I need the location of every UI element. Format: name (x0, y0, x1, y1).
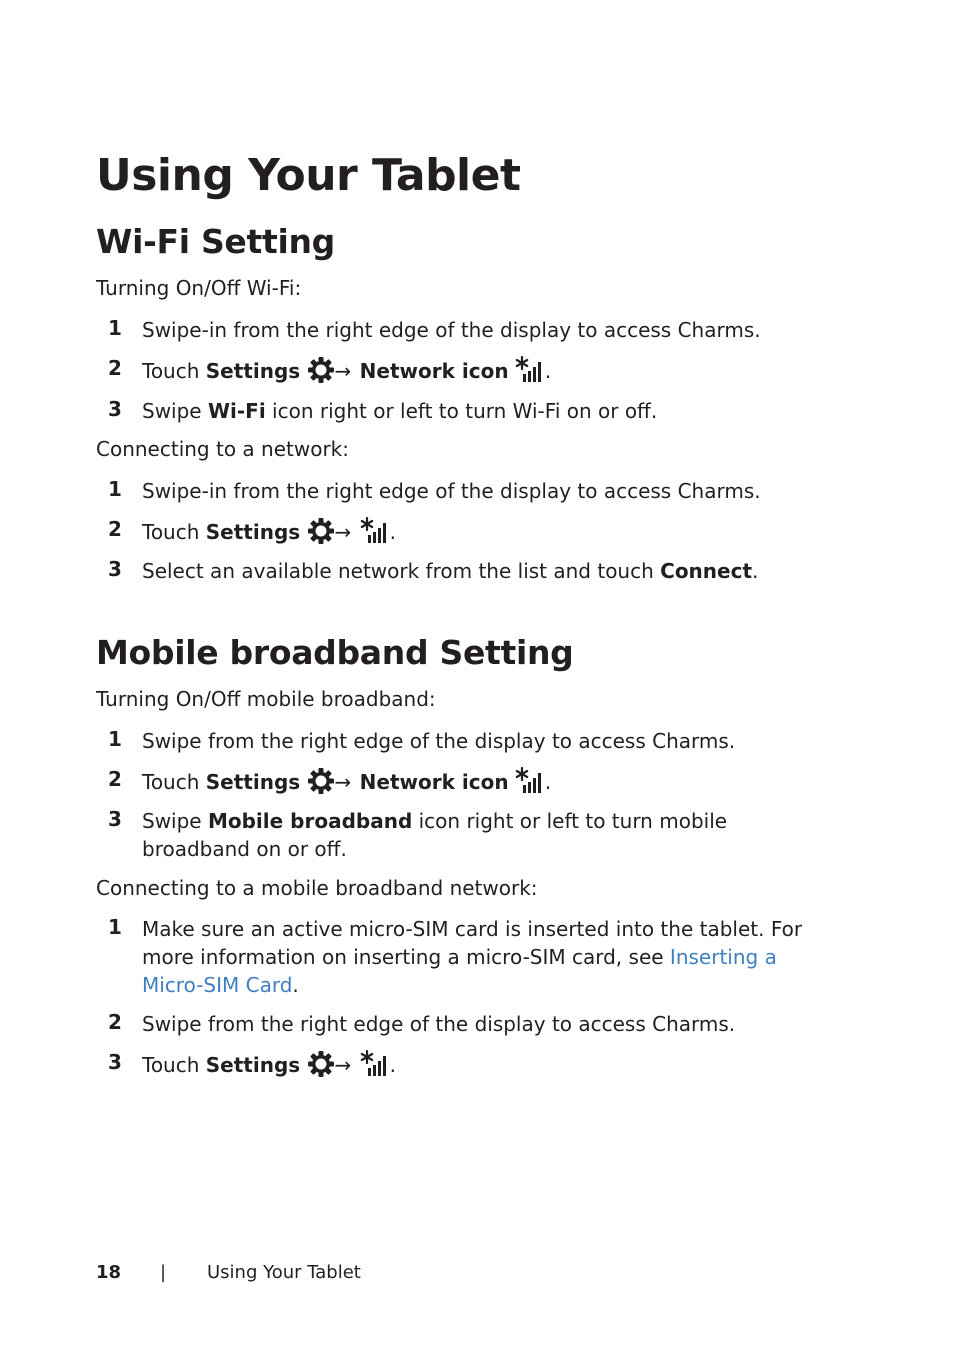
settings-label: Settings (205, 359, 301, 383)
network-signal-icon (515, 356, 545, 391)
wifi-toggle-intro: Turning On/Off Wi-Fi: (96, 276, 302, 300)
step-end: . (544, 770, 552, 794)
step-end: . (389, 520, 397, 544)
arrow: → (334, 1053, 352, 1077)
gear-icon (307, 1050, 335, 1085)
wifi-connect-intro: Connecting to a network: (96, 437, 349, 461)
step-number: 3 (108, 557, 122, 581)
gear-icon (307, 356, 335, 391)
network-signal-icon (360, 1050, 390, 1085)
page-number: 18 (96, 1262, 122, 1283)
step-text-pre: Touch (142, 520, 206, 544)
step-text-pre: Touch (142, 359, 206, 383)
settings-label: Settings (205, 1053, 301, 1077)
step-text-pre: Swipe (142, 399, 208, 423)
step-number: 3 (108, 807, 122, 831)
step-number: 3 (108, 397, 122, 421)
step-text-pre: Touch (142, 1053, 206, 1077)
arrow: → (334, 359, 352, 383)
step-text-pre: Make sure an active micro-SIM card is inserted into the tablet. For more information on inserting a micro-SIM card, see (142, 917, 803, 969)
settings-label: Settings (205, 520, 301, 544)
network-icon-label: Network icon (359, 359, 509, 383)
step-text: Swipe from the right edge of the display to access Charms. (142, 729, 736, 753)
step-number: 2 (108, 356, 122, 380)
step-text-pre: Touch (142, 770, 206, 794)
step-number: 2 (108, 767, 122, 791)
arrow: → (334, 770, 352, 794)
step-end: . (389, 1053, 397, 1077)
step-text: Swipe-in from the right edge of the display to access Charms. (142, 318, 761, 342)
gear-icon (307, 517, 335, 552)
network-signal-icon (360, 517, 390, 552)
page-title: Using Your Tablet (96, 150, 521, 201)
step-end: . (292, 973, 299, 997)
step-number: 2 (108, 1010, 122, 1034)
step-end: . (752, 559, 759, 583)
step-text: Swipe from the right edge of the display to access Charms. (142, 1012, 736, 1036)
step-number: 1 (108, 477, 122, 501)
network-icon-label: Network icon (359, 770, 509, 794)
wifi-label: Wi-Fi (207, 399, 266, 423)
network-signal-icon (515, 767, 545, 802)
mobile-toggle-intro: Turning On/Off mobile broadband: (96, 687, 436, 711)
arrow: → (334, 520, 352, 544)
mobile-heading: Mobile broadband Setting (96, 633, 574, 672)
step-number: 1 (108, 915, 122, 939)
step-end: . (544, 359, 552, 383)
mobile-broadband-label: Mobile broadband (207, 809, 413, 833)
step-text-pre: Select an available network from the list and touch (142, 559, 661, 583)
step-text-pre: Swipe (142, 809, 208, 833)
settings-label: Settings (205, 770, 301, 794)
wifi-heading: Wi-Fi Setting (96, 222, 335, 261)
step-number: 1 (108, 727, 122, 751)
step-number: 1 (108, 316, 122, 340)
step-number: 3 (108, 1050, 122, 1074)
gear-icon (307, 767, 335, 802)
inserting-micro-sim-link[interactable]: Inserting a Micro-SIM Card (142, 945, 777, 997)
footer-separator: | (160, 1262, 167, 1283)
step-text-post: icon right or left to turn mobile broadband on or off. (142, 809, 728, 861)
mobile-connect-intro: Connecting to a mobile broadband network: (96, 876, 538, 900)
step-number: 2 (108, 517, 122, 541)
footer-chapter: Using Your Tablet (207, 1262, 361, 1283)
step-text: Swipe-in from the right edge of the display to access Charms. (142, 479, 761, 503)
step-text-post: icon right or left to turn Wi-Fi on or off. (265, 399, 658, 423)
connect-label: Connect (660, 559, 753, 583)
